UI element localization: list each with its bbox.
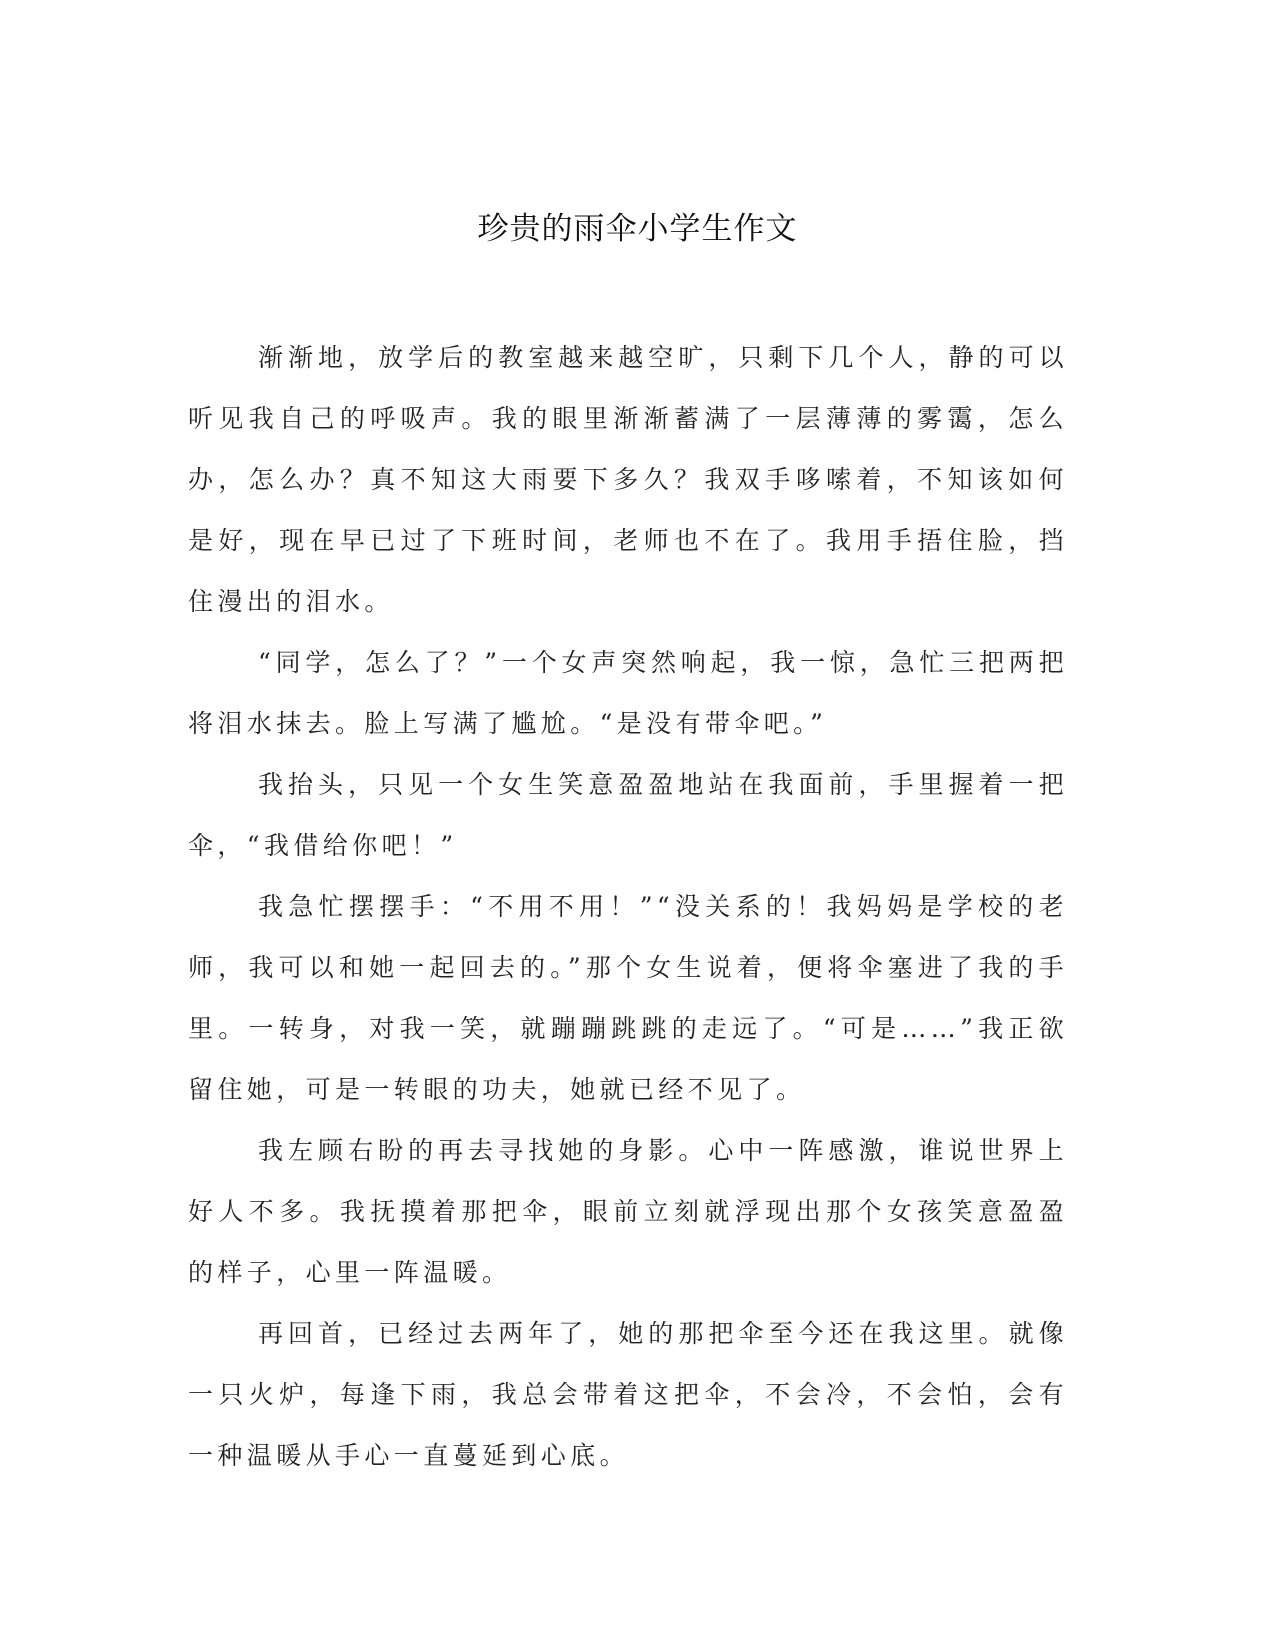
paragraph-1: 渐渐地，放学后的教室越来越空旷，只剩下几个人，静的可以听见我自己的呼吸声。我的眼里渐渐蓄满了一层薄薄的雾霭，怎么办，怎么办？真不知这大雨要下多久？我双手哆嗦着，不知该如何是好，现在早已过了下班时间，老师也不在了。我用手捂住脸，挡住漫出的泪水。	[188, 343, 1068, 616]
essay-body	[188, 327, 1068, 1486]
document-title: 珍贵的雨伞小学生作文	[477, 211, 798, 247]
paragraph-3: 我抬头，只见一个女生笑意盈盈地站在我面前，手里握着一把伞，“我借给你吧！”	[188, 770, 1068, 860]
paragraph-5: 我左顾右盼的再去寻找她的身影。心中一阵感激，谁说世界上好人不多。我抚摸着那把伞，眼前立刻就浮现出那个女孩笑意盈盈的样子，心里一阵温暖。	[188, 1136, 1068, 1287]
paragraph-2: “同学，怎么了？”一个女声突然响起，我一惊，急忙三把两把将泪水抹去。脸上写满了尴尬。“是没有带伞吧。”	[188, 648, 1068, 738]
paragraph-4: 我急忙摆摆手：“不用不用！”“没关系的！我妈妈是学校的老师，我可以和她一起回去的。”那个女生说着，便将伞塞进了我的手里。一转身，对我一笑，就蹦蹦跳跳的走远了。“可是……”我正欲留住她，可是一转眼的功夫，她就已经不见了。	[188, 892, 1068, 1104]
paragraph-6: 再回首，已经过去两年了，她的那把伞至今还在我这里。就像一只火炉，每逢下雨，我总会带着这把伞，不会冷，不会怕，会有一种温暖从手心一直蔓延到心底。	[188, 1319, 1068, 1470]
